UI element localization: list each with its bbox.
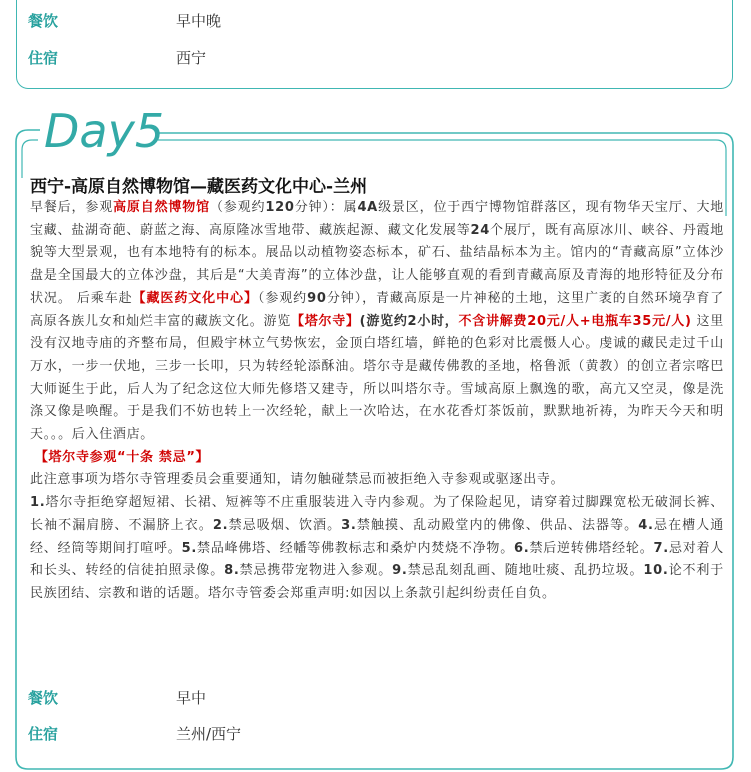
museum-highlight: 高原自然博物馆 bbox=[113, 200, 210, 215]
taboo-title: 【塔尔寺参观“十条 禁忌”】 bbox=[34, 449, 210, 465]
duration-number: 90 bbox=[307, 290, 327, 306]
prev-meals-label: 餐饮 bbox=[28, 12, 59, 30]
text-segment: 分钟），青藏高原是一片神秘的土地，这里广袤的自然环境孕育了高原各族儿女和灿烂丰富的藏族文化。游览 bbox=[30, 290, 724, 329]
hall-count: 24 bbox=[470, 222, 490, 238]
prev-lodging-row bbox=[0, 48, 751, 68]
text-segment: （参观约 bbox=[209, 200, 266, 215]
lodging-row bbox=[0, 724, 751, 744]
meals-row bbox=[0, 688, 751, 708]
route-title: 西宁-高原自然博物馆—藏医药文化中心-兰州 bbox=[30, 177, 368, 197]
text-segment: （参观约 bbox=[257, 290, 308, 306]
prev-meals-row bbox=[0, 11, 751, 31]
lodging-value: 兰州/西宁 bbox=[176, 725, 242, 743]
meals-value: 早中 bbox=[176, 689, 207, 707]
taboo-rules: 1.塔尔寺拒绝穿超短裙、长裙、短裤等不庄重服装进入寺内参观。为了保险起见，请穿着过脚踝宽松无破洞长裤、长袖不漏肩膀、不漏脐上衣。2.禁忌吸烟、饮酒。3.禁触摸、乱动殿堂内的佛像、供品、法器等。4.忌在槽人通经、经筒等期间打喧呼。5.禁品峰佛塔、经幡等佛教标志和桑炉内焚烧不净物。6.禁后逆转佛塔经轮。7.忌对着人和长头、转经的信徒拍照录像。8.禁忌携带宠物进入参观。9.禁忌乱刻乱画、随地吐痰、乱扔垃圾。10.论不利于民族团结、宗教和谐的话题。塔尔寺管委会郑重声明:如因以上条款引起纠纷责任自负。 bbox=[30, 495, 724, 601]
text-segment: 这里没有汉地寺庙的齐整布局，但殿宇林立气势恢宏，金顶白塔红墙，鲜艳的色彩对比震慑人心。虔诚的藏民走过千山万水，一步一伏地，三步一长叩，只为转经轮添酥油。塔尔寺是藏传佛教的圣地，格鲁派（黄教）的创立者宗喀巴大师诞生于此，后人为了纪念这位大师先修塔又建寺，所以叫塔尔寺。雪域高原上飘逸的歌，高亢又空灵，像是洗涤又像是唤醒。于是我们不妨也转上一次经轮，献上一次哈达，在水花香灯茶饭前，默默地祈祷，为昨天今天和明天。。。后入住酒店。 bbox=[30, 313, 724, 443]
day-title: Day5 bbox=[44, 104, 165, 158]
taboo-notice: 此注意事项为塔尔寺管理委员会重要通知，请勿触碰禁忌而被拒绝入寺参观或驱逐出寺。 bbox=[30, 472, 565, 488]
text-segment: 早餐后，参观 bbox=[30, 200, 114, 215]
prev-meals-value: 早中晚 bbox=[176, 12, 222, 30]
prev-lodging-value: 西宁 bbox=[176, 49, 207, 67]
duration-number: 120 bbox=[265, 200, 295, 215]
text-segment: 个展厅，既有高原冰川、峡谷、丹霞地貌等大型景观，也有本地特有的标本。展品以动植物姿态标本，矿石、盐结晶标本为主。馆内的“青藏高原”立体沙盘是全国最大的立体沙盘，其后是“大美青海”的立体沙盘，让人能够直观的看到青藏高原及青海的地形特征及分布状况。 后乘车赴 bbox=[30, 222, 724, 306]
visit-duration: (游览约2小时， bbox=[359, 313, 459, 329]
temple-highlight: 【塔尔寺】 bbox=[290, 313, 360, 329]
prev-lodging-label: 住宿 bbox=[28, 49, 59, 67]
lodging-label: 住宿 bbox=[28, 725, 59, 743]
rating-number: 4A bbox=[357, 200, 378, 215]
text-segment: 级景区，位于西宁博物馆群落区，现有物华天宝厅、大地宝藏、盐湖奇葩、蔚蓝之海、高原隆冰雪地带、藏族起源、藏文化发展等 bbox=[30, 200, 724, 238]
fee-note: 不含讲解费20元/人+电瓶车35元/人) bbox=[458, 313, 692, 329]
medicine-center-highlight: 【藏医药文化中心】 bbox=[132, 290, 258, 306]
itinerary-paragraph bbox=[30, 197, 724, 447]
text-segment: 分钟）：属 bbox=[294, 200, 358, 215]
meals-label: 餐饮 bbox=[28, 689, 59, 707]
itinerary-description bbox=[30, 197, 724, 606]
